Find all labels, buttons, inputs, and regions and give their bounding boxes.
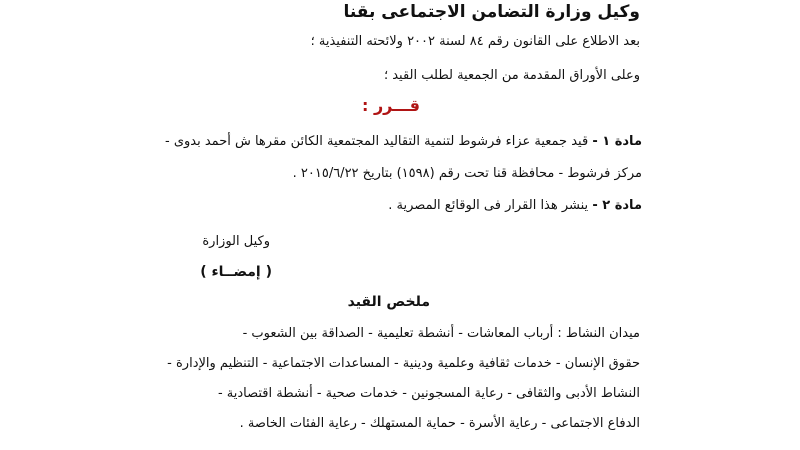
article-2 <box>388 196 642 216</box>
summary-line-3: النشاط الأدبى والثقافى - رعاية المسجونين - خدمات صحية - أنشطة اقتصادية - <box>217 386 640 401</box>
article-2-label: مادة ٢ - <box>592 198 642 213</box>
article-1-label: مادة ١ - <box>592 134 642 149</box>
article-1-line-2: مركز فرشوط - محافظة قنا تحت رقم (١٥٩٨) بتاريخ ٢٠١٥/٦/٢٢ . <box>292 166 642 181</box>
preamble-line-1: بعد الاطلاع على القانون رقم ٨٤ لسنة ٢٠٠٢ ولائحته التنفيذية ؛ <box>310 34 640 49</box>
article-2-line-1: ينشر هذا القرار فى الوقائع المصرية . <box>388 198 589 213</box>
signature: ( إمضــاء ) <box>200 264 272 280</box>
summary-title: ملخص القيد <box>347 294 430 310</box>
summary-line-1: ميدان النشاط : أرباب المعاشات - أنشطة تعليمية - الصداقة بين الشعوب - <box>242 326 640 341</box>
summary-line-4: الدفاع الاجتماعى - رعاية الأسرة - حماية المستهلك - رعاية الفئات الخاصة . <box>239 416 640 431</box>
decision-title: قـــرر : <box>361 96 420 115</box>
article-1 <box>165 132 642 152</box>
preamble-line-2: وعلى الأوراق المقدمة من الجمعية لطلب القيد ؛ <box>383 68 640 83</box>
summary-line-2: حقوق الإنسان - خدمات ثقافية وعلمية ودينية - المساعدات الاجتماعية - التنظيم والإدارة - <box>167 356 640 371</box>
document-heading: وكيل وزارة التضامن الاجتماعى بقنا <box>343 2 640 22</box>
article-1-line-1: قيد جمعية عزاء فرشوط لتنمية التقاليد المجتمعية الكائن مقرها ش أحمد بدوى - <box>165 134 589 149</box>
signatory-title: وكيل الوزارة <box>202 234 270 249</box>
